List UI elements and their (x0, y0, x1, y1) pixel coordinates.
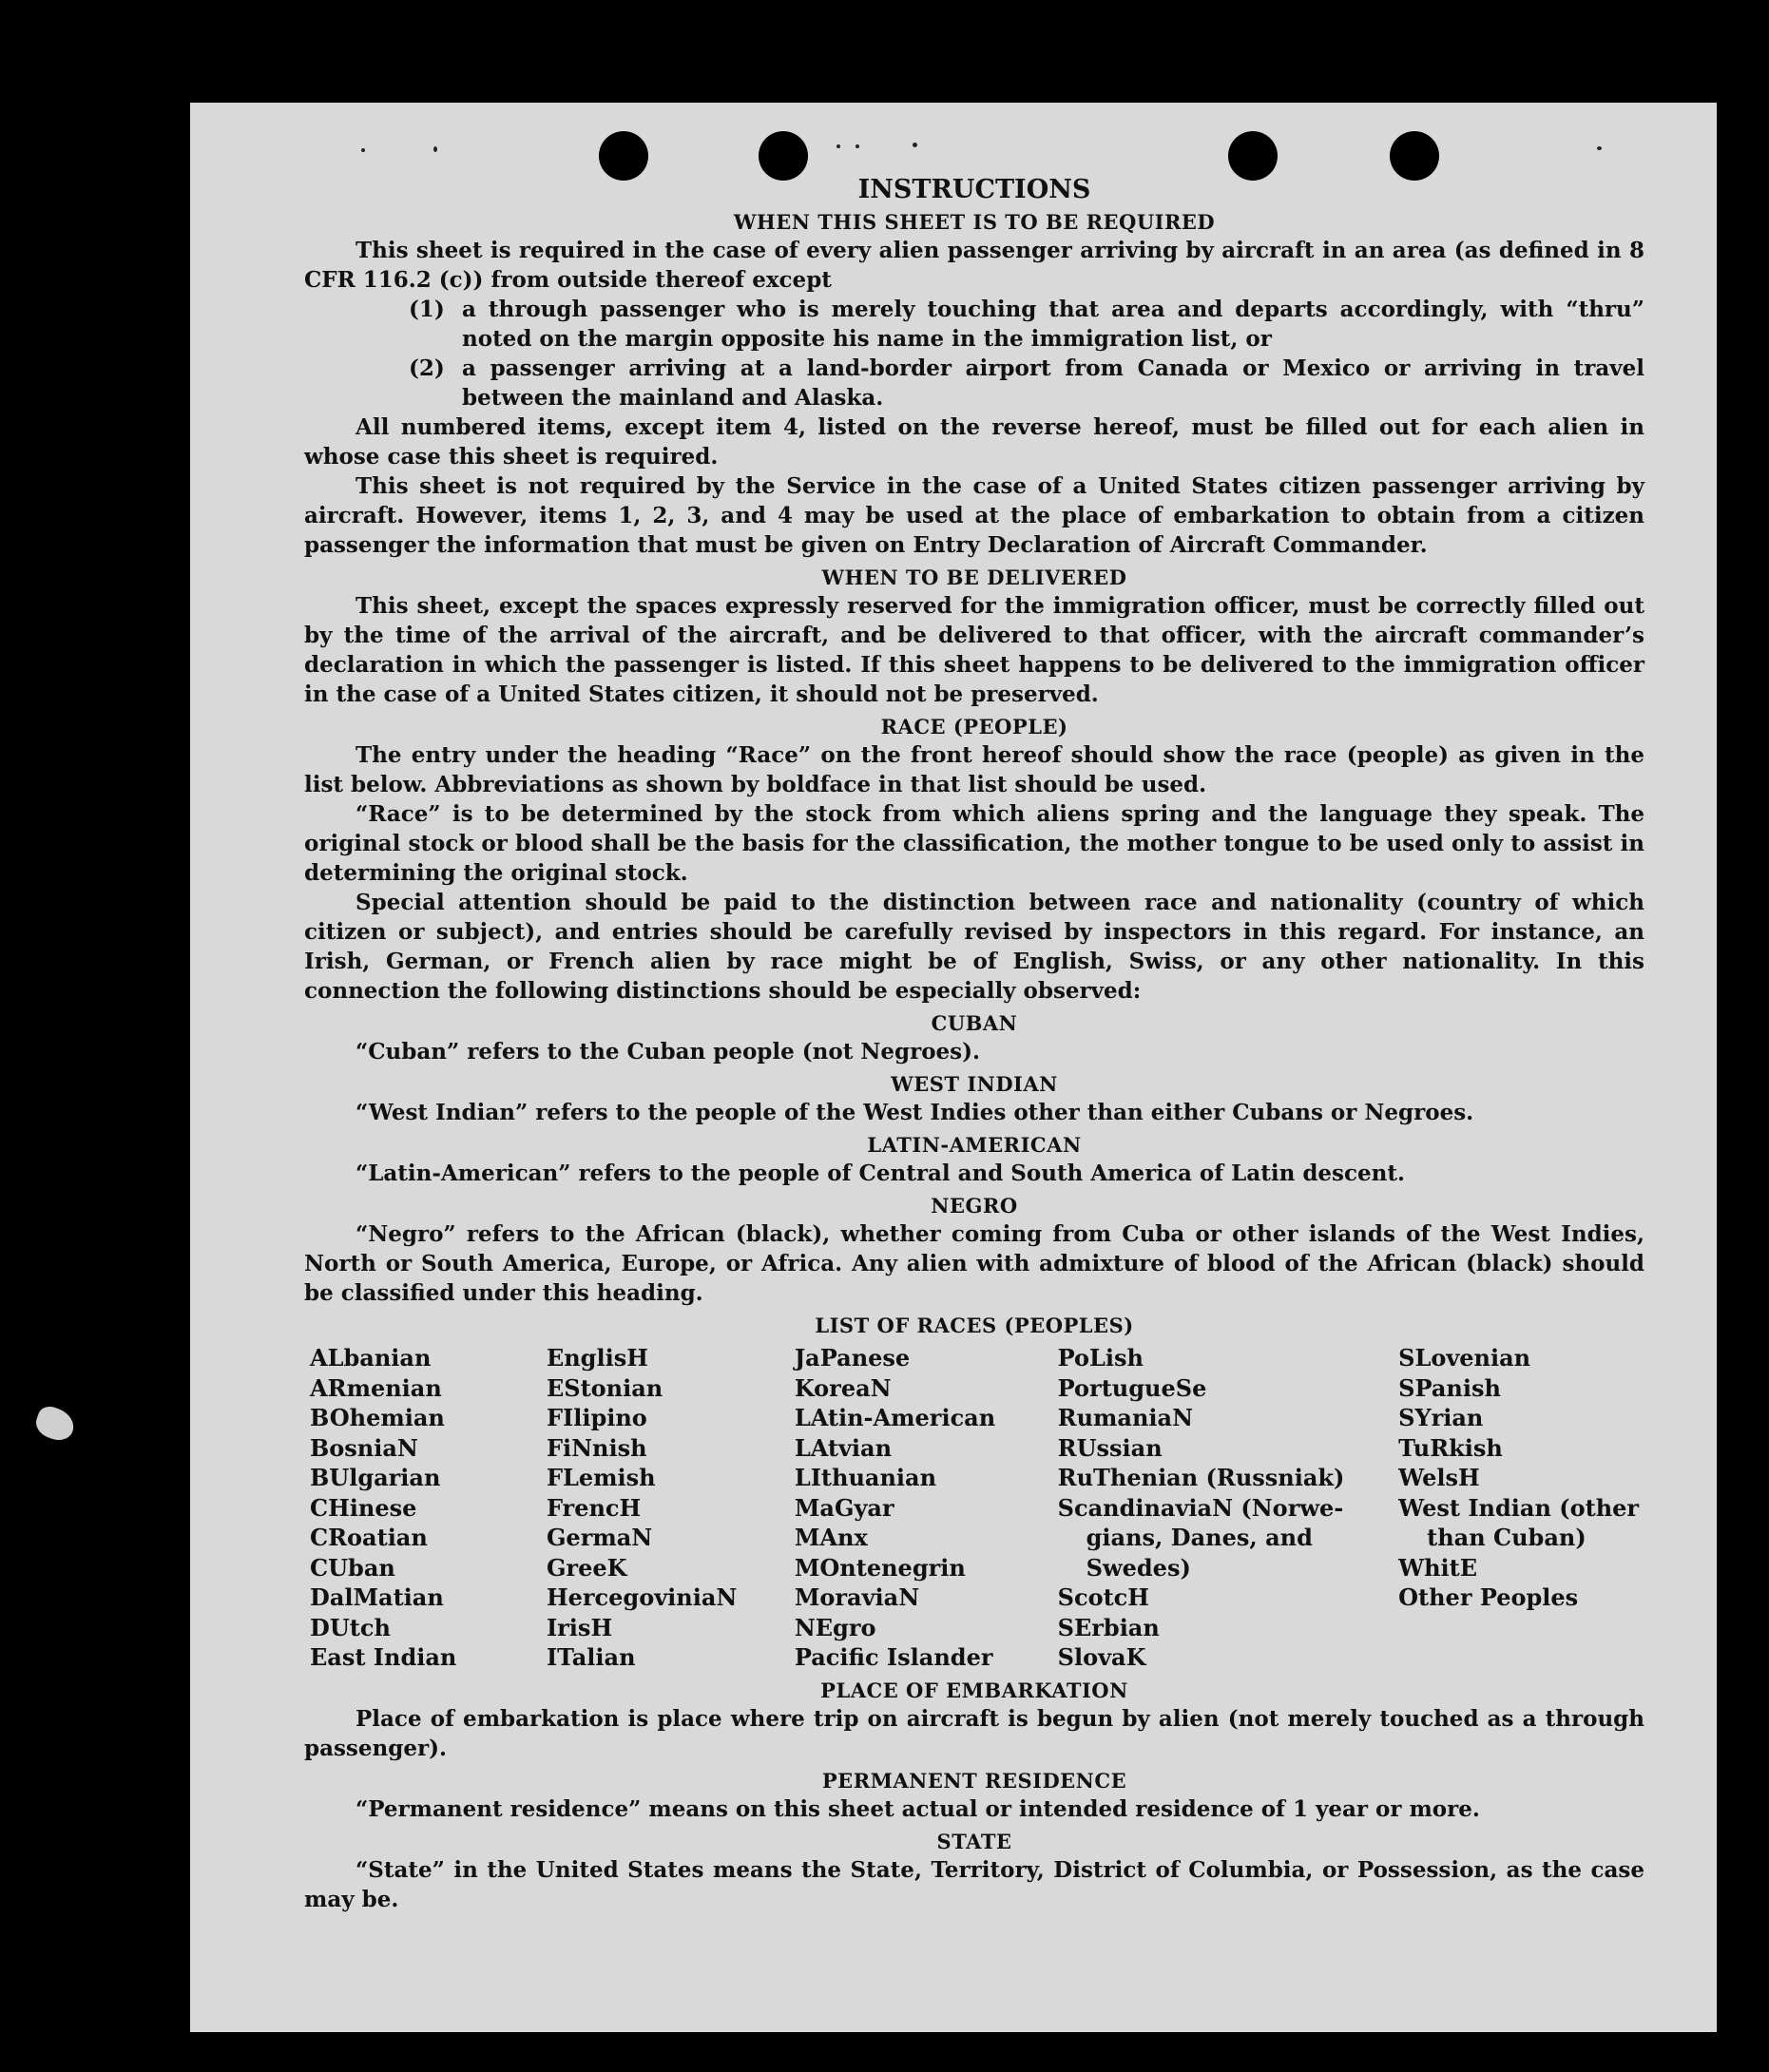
race-entry: IrisH (546, 1613, 613, 1641)
paragraph: Special attention should be paid to the distinction between race and nationality (country of which citizen or subject), and entries should be carefully revised by inspectors in this regard. For instance, an Irish, German, or French alien by race might be of English, Swiss, or any other nationality. In this connection the following distinctions should be especially observed: (304, 890, 1644, 1004)
section-heading: STATE (936, 1829, 1012, 1853)
race-entry: East Indian (310, 1643, 457, 1671)
races-column (795, 1343, 1058, 1673)
paragraph: This sheet is not required by the Service in the case of a United States citizen passenger arriving by aircraft. However, items 1, 2, 3, and 4 may be used at the place of embarkation to obtain from a citizen passenger the information that must be given on Entry Declaration of Aircraft Commander. (304, 473, 1644, 558)
speck (361, 148, 365, 152)
race-entry: GreeK (546, 1553, 627, 1582)
section-heading: NEGRO (931, 1194, 1018, 1218)
race-entry: FiNnish (546, 1433, 647, 1462)
races-column (1398, 1343, 1644, 1673)
section-heading: WHEN TO BE DELIVERED (821, 566, 1127, 589)
race-entry: RUssian (1057, 1433, 1163, 1462)
race-entry: DUtch (310, 1613, 391, 1641)
speck (433, 146, 437, 152)
scan-smudge (32, 1403, 79, 1445)
race-entry: PoLish (1057, 1344, 1144, 1372)
speck (913, 143, 917, 147)
race-entry: Swedes) (1086, 1553, 1191, 1582)
paragraph: Place of embarkation is place where trip on aircraft is begun by alien (not merely touched as a through passenger). (304, 1705, 1644, 1761)
race-entry: GermaN (546, 1524, 653, 1551)
race-entry: SPanish (1398, 1373, 1501, 1402)
race-entry: EnglisH (546, 1344, 648, 1372)
race-entry: SlovaK (1057, 1643, 1146, 1671)
race-entry: RumaniaN (1057, 1404, 1194, 1431)
race-entry: CUban (310, 1553, 395, 1582)
form-sheet (190, 103, 1717, 2032)
race-entry: ScandinaviaN (Norwe- (1057, 1493, 1344, 1522)
race-entry: NEgro (794, 1613, 876, 1641)
race-entry: LIthuanian (794, 1464, 937, 1491)
paragraph: This sheet, except the spaces expressly reserved for the immigration officer, must be correctly filled out by the time of the arrival of the aircraft, and be delivered to that officer, with the aircraft commander’s declaration in which the passenger is listed. If this sheet happens to be delivered to the immigration officer in the case of a United States citizen, it should not be preserved. (304, 593, 1644, 707)
race-entry: FrencH (546, 1493, 642, 1522)
paragraph: “State” in the United States means the State, Territory, District of Columbia, or Possession, as the case may be. (304, 1856, 1644, 1912)
races-column (1058, 1343, 1398, 1673)
race-entry: BUlgarian (310, 1464, 441, 1491)
section-heading: RACE (PEOPLE) (880, 715, 1068, 739)
section-heading: CUBAN (931, 1011, 1018, 1035)
speck (1597, 146, 1602, 150)
race-entry: MAnx (794, 1524, 868, 1551)
list-item: (2) a passenger arriving at a land-border airport from Canada or Mexico or arriving in travel between the mainland and Alaska. (409, 355, 1644, 411)
paragraph: “Cuban” refers to the Cuban people (not Negroes). (356, 1039, 981, 1065)
paragraph: “West Indian” refers to the people of the West Indies other than either Cubans or Negroes. (356, 1100, 1474, 1125)
race-entry: BOhemian (310, 1404, 445, 1431)
race-entry: KoreaN (794, 1373, 892, 1402)
list-item: (1) a through passenger who is merely touching that area and departs accordingly, with “thru” noted on the margin opposite his name in the immigration list, or (409, 297, 1644, 352)
paragraph: “Negro” refers to the African (black), whether coming from Cuba or other islands of the West Indies, North or South America, Europe, or Africa. Any alien with admixture of blood of the African (black) should be classified under this heading. (304, 1221, 1644, 1306)
race-entry: MaGyar (794, 1493, 894, 1522)
paragraph: This sheet is required in the case of every alien passenger arriving by aircraft in an area (as defined in 8 CFR 116.2 (c)) from outside thereof except (304, 238, 1644, 293)
paragraph: All numbered items, except item 4, listed on the reverse hereof, must be filled out for each alien in whose case this sheet is required. (304, 414, 1644, 470)
section-heading: WHEN THIS SHEET IS TO BE REQUIRED (733, 210, 1216, 234)
speck (856, 144, 859, 148)
race-entry: WelsH (1398, 1464, 1480, 1491)
race-entry: LAtin-American (794, 1404, 996, 1431)
page-title: INSTRUCTIONS (857, 175, 1091, 204)
race-entry: HercegoviniaN (546, 1583, 738, 1611)
race-entry: WhitE (1398, 1553, 1478, 1582)
race-entry: MOntenegrin (794, 1553, 966, 1582)
section-heading: PERMANENT RESIDENCE (821, 1768, 1127, 1793)
race-entry: FLemish (546, 1464, 656, 1491)
punch-hole (759, 131, 808, 181)
race-entry: ITalian (546, 1643, 636, 1671)
races-column (310, 1343, 547, 1673)
punch-hole (1390, 131, 1439, 181)
race-entry: CRoatian (310, 1524, 428, 1551)
race-entry: RuThenian (Russniak) (1057, 1464, 1345, 1491)
race-entry: PortugueSe (1057, 1373, 1207, 1402)
race-entry: FIlipino (546, 1404, 647, 1431)
race-entry: JaPanese (794, 1344, 911, 1372)
race-entry: Other Peoples (1398, 1583, 1579, 1611)
race-entry: SYrian (1398, 1404, 1484, 1431)
speck (836, 144, 840, 148)
race-entry: Pacific Islander (794, 1643, 993, 1671)
race-entry: CHinese (310, 1493, 417, 1522)
instructions-body (304, 175, 1644, 1914)
races-heading: LIST OF RACES (PEOPLES) (815, 1314, 1134, 1337)
race-entry: LAtvian (794, 1433, 893, 1462)
race-entry: SErbian (1057, 1613, 1160, 1641)
race-entry: DalMatian (310, 1583, 444, 1611)
race-entry: ALbanian (310, 1344, 432, 1372)
punch-hole (1228, 131, 1278, 181)
race-entry: than Cuban) (1427, 1524, 1586, 1551)
paragraph: “Race” is to be determined by the stock from which aliens spring and the language they speak. The original stock or blood shall be the basis for the classification, the mother tongue to be used only to assist in determining the original stock. (304, 801, 1644, 886)
punch-hole (599, 131, 648, 181)
paragraph: The entry under the heading “Race” on the front hereof should show the race (people) as given in the list below. Abbreviations as shown by boldface in that list should be used. (304, 742, 1644, 797)
race-entry: ScotcH (1057, 1583, 1149, 1611)
section-heading: WEST INDIAN (891, 1072, 1058, 1096)
race-entry: West Indian (other (1398, 1493, 1640, 1522)
race-entry: ARmenian (310, 1373, 442, 1402)
race-entry: TuRkish (1398, 1433, 1503, 1462)
race-entry: gians, Danes, and (1086, 1524, 1313, 1551)
race-entry: SLovenian (1398, 1344, 1531, 1372)
race-entry: BosniaN (310, 1433, 418, 1462)
race-entry: MoraviaN (794, 1583, 920, 1611)
race-entry: EStonian (546, 1373, 663, 1402)
paragraph: “Permanent residence” means on this sheet actual or intended residence of 1 year or more. (356, 1795, 1480, 1822)
section-heading: PLACE OF EMBARKATION (820, 1678, 1128, 1702)
races-column (547, 1343, 795, 1673)
section-heading: LATIN-AMERICAN (867, 1133, 1082, 1157)
paragraph: “Latin-American” refers to the people of Central and South America of Latin descent. (356, 1161, 1405, 1186)
races-list (310, 1343, 1644, 1673)
